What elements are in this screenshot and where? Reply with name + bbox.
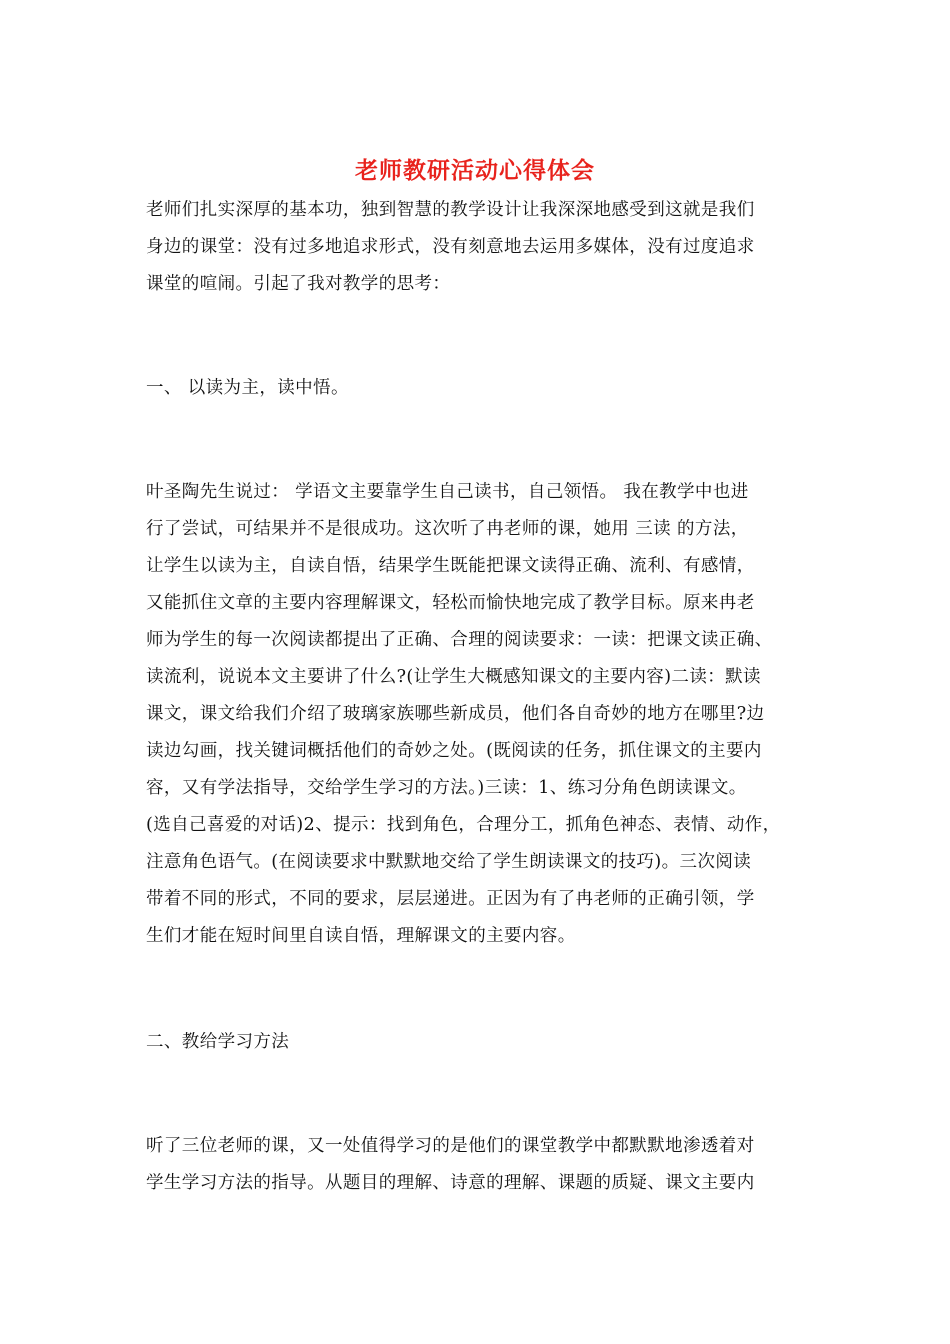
section-1-line: 注意角色语气。(在阅读要求中默默地交给了学生朗读课文的技巧)。三次阅读 bbox=[146, 852, 752, 872]
section-2-line: 学生学习方法的指导。从题目的理解、诗意的理解、课题的质疑、课文主要内 bbox=[146, 1173, 755, 1193]
section-1-line: 读流利，说说本文主要讲了什么?(让学生大概感知课文的主要内容)二读：默读 bbox=[146, 667, 761, 687]
intro-line: 老师们扎实深厚的基本功，独到智慧的教学设计让我深深地感受到这就是我们 bbox=[146, 200, 755, 220]
section-1-line: 叶圣陶先生说过： 学语文主要靠学生自己读书，自己领悟。 我在教学中也进 bbox=[146, 482, 749, 502]
section-1-line: 又能抓住文章的主要内容理解课文，轻松而愉快地完成了教学目标。原来冉老 bbox=[146, 593, 755, 613]
section-1-line: 生们才能在短时间里自读自悟，理解课文的主要内容。 bbox=[146, 926, 576, 946]
section-1-line: 让学生以读为主，自读自悟，结果学生既能把课文读得正确、流利、有感情， bbox=[146, 556, 755, 576]
section-1-line: 容，又有学法指导，交给学生学习的方法。)三读：1、练习分角色朗读课文。 bbox=[146, 778, 747, 798]
section-2-heading: 二、教给学习方法 bbox=[146, 1032, 290, 1052]
section-1-line: (选自己喜爱的对话)2、提示：找到角色，合理分工，抓角色神态、表情、动作， bbox=[146, 815, 781, 835]
section-1-line: 师为学生的每一次阅读都提出了正确、合理的阅读要求：一读：把课文读正确、 bbox=[146, 630, 773, 650]
section-1-line: 读边勾画，找关键词概括他们的奇妙之处。(既阅读的任务，抓住课文的主要内 bbox=[146, 741, 762, 761]
section-1-line: 行了尝试，可结果并不是很成功。这次听了冉老师的课，她用 三读 的方法， bbox=[146, 519, 749, 539]
intro-line: 身边的课堂：没有过多地追求形式，没有刻意地去运用多媒体，没有过度追求 bbox=[146, 237, 755, 257]
section-1-line: 课文，课文给我们介绍了玻璃家族哪些新成员，他们各自奇妙的地方在哪里?边 bbox=[146, 704, 765, 724]
document-title: 老师教研活动心得体会 bbox=[355, 158, 595, 184]
section-1-line: 带着不同的形式，不同的要求，层层递进。正因为有了冉老师的正确引领，学 bbox=[146, 889, 755, 909]
intro-line: 课堂的喧闹。引起了我对教学的思考： bbox=[146, 274, 451, 294]
section-2-line: 听了三位老师的课，又一处值得学习的是他们的课堂教学中都默默地渗透着对 bbox=[146, 1136, 755, 1156]
section-1-heading: 一、 以读为主，读中悟。 bbox=[146, 378, 349, 398]
